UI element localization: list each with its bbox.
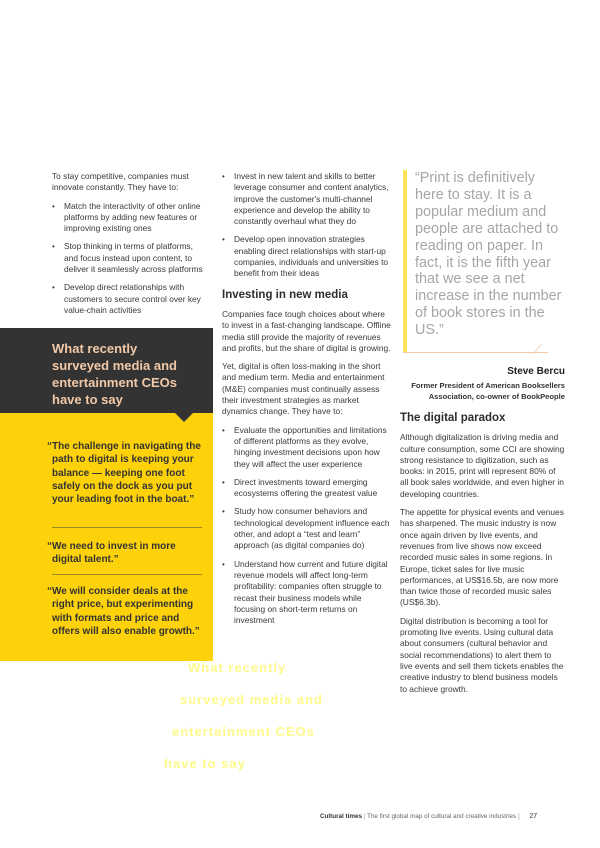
quote-author: Steve Bercu	[507, 366, 565, 377]
list-item: • Evaluate the opportunities and limitations of different platforms as they evolve, hinging investment decisions upon how they will affect the user experience	[222, 425, 392, 470]
list-item: • Invest in new talent and skills to better leverage consumer and content analytics, improve the customer's multi-channel experience and develop the ability to constantly overhaul what they do	[222, 171, 392, 227]
ceo-box-header	[0, 328, 213, 413]
paragraph: Digital distribution is becoming a tool for promoting live events. Using cultural data about consumers (cultural behavior and social recommendations) to alert them to live events and sell them tickets enables the creative industry to blend business models to achieve growth.	[400, 615, 564, 694]
pull-quote-divider	[403, 352, 548, 353]
column-3	[400, 413, 566, 702]
paragraph: Yet, digital is often loss-making in the short and medium term. Media and entertainment (M&E) companies must continually assess their investment strategies as market dynamics change. They have to:	[222, 361, 385, 417]
pull-quote	[403, 170, 567, 353]
ceo-box-heading: What recently surveyed media and entertainment CEOs have to say	[52, 341, 177, 407]
column-2	[222, 171, 392, 633]
list-item: • Develop direct relationships with customers to secure control over key value-chain activities	[52, 282, 208, 316]
ceo-quote: “We will consider deals at the right price, but experimenting with formats and price and offers will also enable growth.”	[47, 586, 200, 637]
ghost-text: surveyed media and	[180, 692, 323, 707]
paragraph: Although digitalization is driving media and culture consumption, some CCI are showing strong resistance to digitization, such as books: in 2015, print will represent 80% of all book sales worldwide, and even higher in developing countries.	[400, 432, 565, 499]
ceo-quote: “The challenge in navigating the path to digital is keeping your balance — keeping one foot safely on the dock as you put your leading foot in the boat.”	[47, 441, 201, 506]
footer: Cultural times | The first global map of cultural and creative industries ] 27	[320, 813, 538, 820]
intro-text: To stay competitive, companies must innovate constantly. They have to:	[52, 171, 189, 193]
ghost-text: What recently	[188, 660, 287, 675]
section-heading: Investing in new media	[222, 288, 348, 301]
notch-arrow-icon	[175, 413, 193, 422]
footer-publication: Cultural times	[320, 813, 362, 820]
list-item: • Match the interactivity of other online platforms by adding new features or improving existing ones	[52, 201, 208, 235]
ghost-text: have to say	[164, 756, 246, 771]
page-number: 27	[529, 813, 538, 820]
list-item: • Develop open innovation strategies enabling direct relationships with start-up companies, individuals and universities to benefit from their ideas	[222, 234, 392, 279]
list-item: • Stop thinking in terms of platforms, and focus instead upon content, to deliver it seamlessly across platforms	[52, 241, 208, 275]
ceo-quote: “We need to invest in more digital talent.”	[47, 541, 176, 566]
bullet-list	[222, 171, 392, 280]
pull-quote-text: “Print is definitively here to stay. It is a popular medium and people are attached to reading on paper. In fact, it is the fifth year that we see a net increase in the number of book stores in the US.”	[415, 170, 562, 339]
divider	[52, 527, 202, 528]
bullet-list	[52, 201, 208, 317]
list-item: • Understand how current and future digital revenue models will affect long-term profitability: companies often struggle to recast their business models while focusing on short-term returns on investment	[222, 559, 392, 627]
column-1	[52, 171, 208, 323]
list-item: • Study how consumer behaviors and technological development influence each other, and adopt a “test and learn” approach (as digital companies do)	[222, 506, 392, 551]
list-item: • Direct investments toward emerging ecosystems offering the greatest value	[222, 477, 392, 500]
section-heading: The digital paradox	[400, 412, 506, 424]
paragraph: The appetite for physical events and venues has sharpened. The music industry is now once again driven by live events, and revenues from live shows now exceed recorded music sales in some regions. In Europe, ticket sales for live music performances, at US$16.5b, are now more than twice those of recorded music sales (US$6.3b).	[400, 507, 564, 608]
paragraph: Companies face tough choices about where to invest in a fast-changing landscape. Offline media still provide the majority of revenues and profits, but the share of digital is growing.	[222, 308, 391, 353]
divider	[52, 574, 202, 575]
ghost-text: entertainment CEOs	[172, 724, 315, 739]
footer-subtitle: The first global map of cultural and creative industries	[367, 813, 517, 820]
bullet-list	[222, 425, 392, 627]
quote-author-role: Former President of American Booksellers Association, co-owner of BookPeople	[411, 381, 565, 401]
